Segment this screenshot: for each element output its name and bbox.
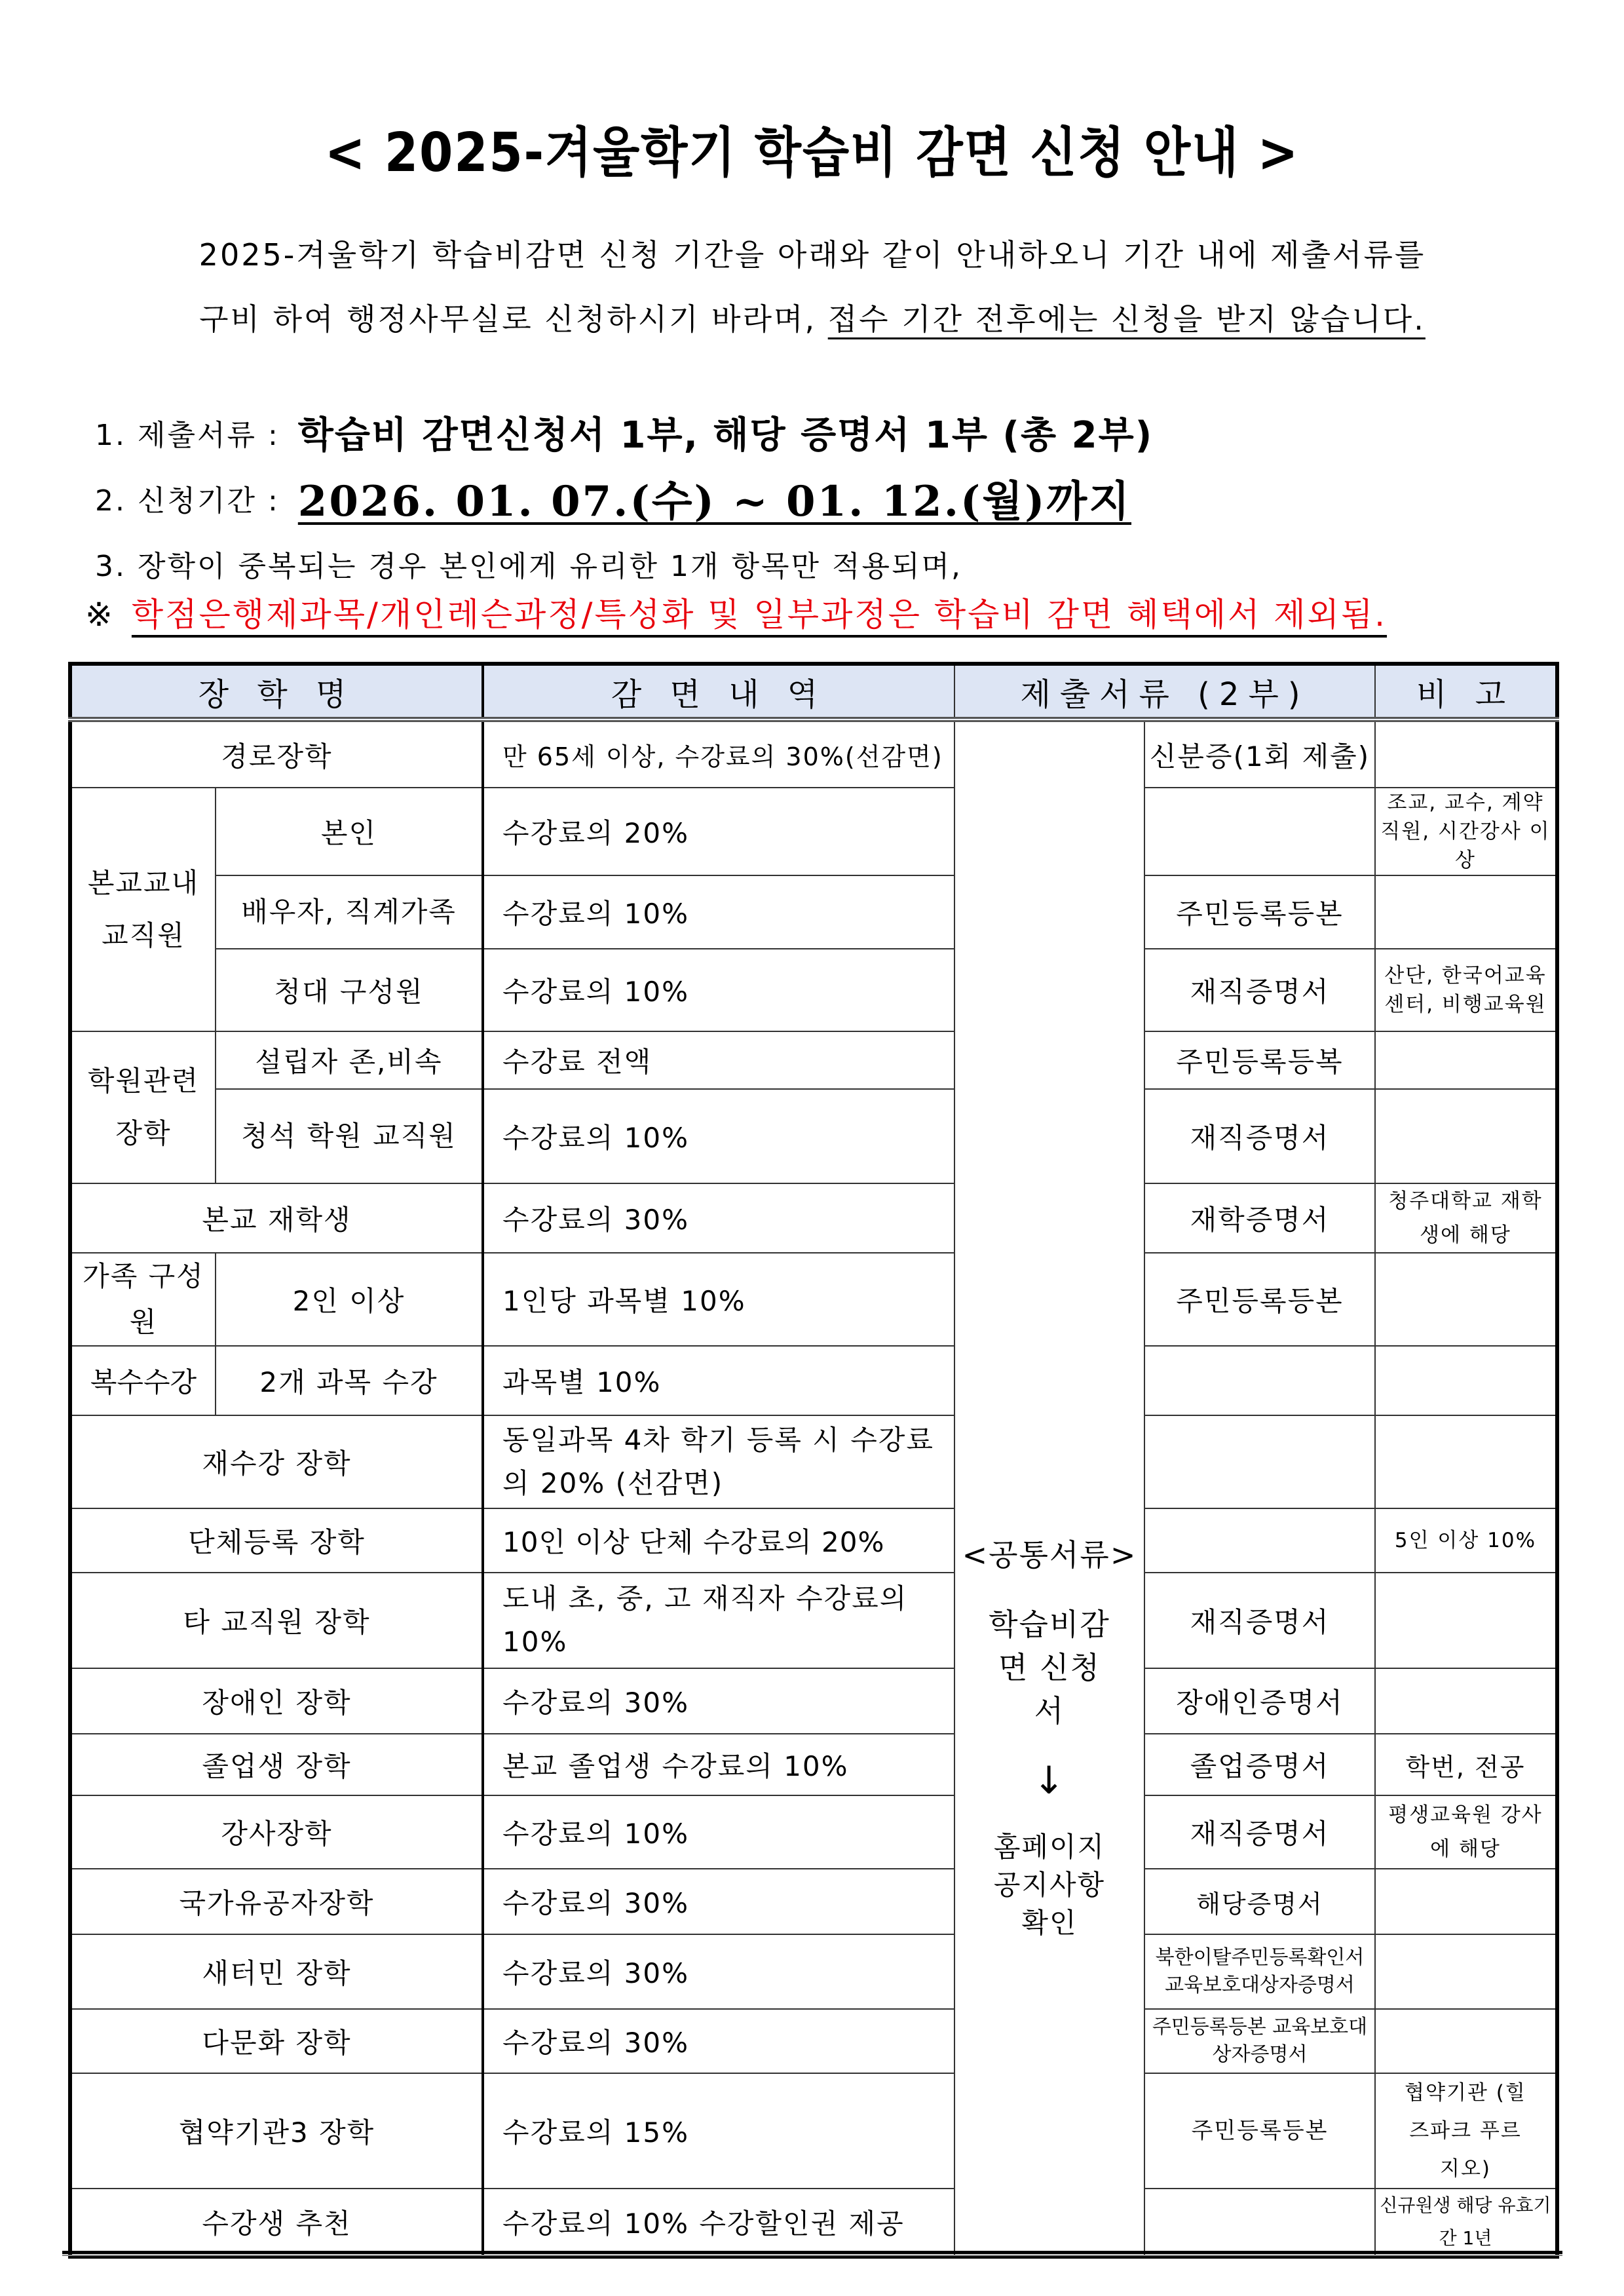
discount-detail: 수강료의 30% — [483, 1183, 954, 1253]
required-document — [1144, 2189, 1375, 2257]
warning-text: 학점은행제과목/개인레슨과정/특성화 및 일부과정은 학습비 감면 혜택에서 제외됨. — [131, 596, 1388, 634]
arrow-down-icon: ↓ — [1032, 1757, 1067, 1803]
scholarship-name: 청석 학원 교직원 — [216, 1089, 483, 1183]
common-docs-label: <공통서류> — [962, 1537, 1137, 1573]
table-row — [70, 1183, 1557, 1253]
discount-detail: 수강료의 30% — [483, 1869, 954, 1934]
table-row — [70, 1734, 1557, 1795]
required-document: 주민등록등본 — [1144, 2073, 1375, 2189]
note — [1375, 1573, 1557, 1668]
table-row — [70, 1869, 1557, 1934]
common-docs-note: 홈페이지 공지사항 확인 — [993, 1830, 1106, 1939]
required-document — [1144, 1346, 1375, 1415]
header-notes: 비 고 — [1375, 664, 1557, 719]
table-row — [70, 1346, 1557, 1415]
info-list — [95, 400, 1602, 596]
info-label: 3. 장학이 중복되는 경우 본인에게 유리한 1개 항목만 적용되며, — [95, 550, 962, 583]
intro-line-2-plain: 구비 하여 행정사무실로 신청하시기 바라며, — [199, 301, 828, 337]
page-title: < 2025-겨울학기 학습비 감면 신청 안내 > — [324, 122, 1300, 184]
note — [1375, 1934, 1557, 2009]
table-row — [70, 875, 1557, 949]
note — [1375, 2009, 1557, 2073]
table-row — [70, 1668, 1557, 1734]
table-row — [70, 1031, 1557, 1089]
required-document: 주민등록등본 — [1144, 1253, 1375, 1346]
discount-detail: 수강료의 10% 수강할인권 제공 — [483, 2189, 954, 2257]
table-row — [70, 1795, 1557, 1869]
scholarship-name: 경로장학 — [70, 719, 483, 788]
discount-detail: 과목별 10% — [483, 1346, 954, 1415]
table-row — [70, 1934, 1557, 2009]
discount-detail: 수강료의 15% — [483, 2073, 954, 2189]
required-document: 주민등록등본 — [1144, 875, 1375, 949]
discount-detail: 수강료의 30% — [483, 1934, 954, 2009]
required-document: 재직증명서 — [1144, 949, 1375, 1031]
scholarship-name: 다문화 장학 — [70, 2009, 483, 2073]
table-header-row — [70, 664, 1557, 719]
required-document: 졸업증명서 — [1144, 1734, 1375, 1795]
exclusion-warning — [85, 588, 1387, 636]
required-document: 재학증명서 — [1144, 1183, 1375, 1253]
note — [1375, 875, 1557, 949]
scholarship-group: 학원관련 장학 — [70, 1031, 216, 1183]
scholarship-name: 재수강 장학 — [70, 1415, 483, 1508]
table-row — [70, 788, 1557, 875]
required-document: 주민등록등복 — [1144, 1031, 1375, 1089]
note — [1375, 1668, 1557, 1734]
discount-detail: 동일과목 4차 학기 등록 시 수강료의 20% (선감면) — [483, 1415, 954, 1508]
scholarship-name: 협약기관3 장학 — [70, 2073, 483, 2189]
table-row — [70, 2009, 1557, 2073]
common-docs-form: 학습비감면 신청서 — [989, 1606, 1110, 1729]
scholarship-name: 본교 재학생 — [70, 1183, 483, 1253]
reference-mark-icon: ※ — [85, 596, 115, 634]
scholarship-table — [68, 662, 1559, 2259]
info-value-date: 2026. 01. 07.(수) ~ 01. 12.(월)까지 — [297, 477, 1132, 526]
note: 신규원생 해당 유효기간 1년 — [1375, 2189, 1557, 2257]
required-document: 해당증명서 — [1144, 1869, 1375, 1934]
info-item-period — [95, 465, 1602, 531]
note: 5인 이상 10% — [1375, 1508, 1557, 1573]
note: 청주대학교 재학생에 해당 — [1375, 1183, 1557, 1253]
note — [1375, 1031, 1557, 1089]
discount-detail: 본교 졸업생 수강료의 10% — [483, 1734, 954, 1795]
table-row — [70, 719, 1557, 788]
note — [1375, 1346, 1557, 1415]
intro-line-1: 2025-겨울학기 학습비감면 신청 기간을 아래와 같이 안내하오니 기간 내에 제출서류를 — [198, 237, 1426, 273]
discount-detail: 수강료의 10% — [483, 1795, 954, 1869]
scholarship-group: 복수수강 — [70, 1346, 216, 1415]
required-document — [1144, 788, 1375, 875]
header-scholarship-name: 장 학 명 — [70, 664, 483, 719]
discount-detail: 수강료의 10% — [483, 949, 954, 1031]
note — [1375, 1253, 1557, 1346]
required-document: 주민등록등본 교육보호대상자증명서 — [1144, 2009, 1375, 2073]
discount-detail: 수강료 전액 — [483, 1031, 954, 1089]
note: 조교, 교수, 계약직원, 시간강사 이상 — [1375, 788, 1557, 875]
discount-detail: 수강료의 20% — [483, 788, 954, 875]
table-row — [70, 1253, 1557, 1346]
table-row — [70, 949, 1557, 1031]
note: 학번, 전공 — [1375, 1734, 1557, 1795]
discount-detail: 수강료의 30% — [483, 1668, 954, 1734]
table-row — [70, 1573, 1557, 1668]
note: 협약기관 (힐즈파크 푸르지오) — [1375, 2073, 1557, 2189]
scholarship-group: 가족 구성원 — [70, 1253, 216, 1346]
intro-line-2 — [79, 287, 1546, 351]
table-row — [70, 2073, 1557, 2189]
scholarship-name: 2개 과목 수강 — [216, 1346, 483, 1415]
discount-detail: 만 65세 이상, 수강료의 30%(선감면) — [483, 719, 954, 788]
discount-detail: 10인 이상 단체 수강료의 20% — [483, 1508, 954, 1573]
footer-divider-shadow — [62, 2255, 1562, 2256]
note — [1375, 1869, 1557, 1934]
required-document — [1144, 1508, 1375, 1573]
required-document: 재직증명서 — [1144, 1573, 1375, 1668]
discount-detail: 수강료의 10% — [483, 875, 954, 949]
info-label: 1. 제출서류 : — [95, 419, 280, 452]
scholarship-name: 설립자 존,비속 — [216, 1031, 483, 1089]
scholarship-name: 국가유공자장학 — [70, 1869, 483, 1934]
required-document: 북한이탈주민등록확인서 교육보호대상자증명서 — [1144, 1934, 1375, 2009]
required-document: 재직증명서 — [1144, 1089, 1375, 1183]
info-label: 2. 신청기간 : — [95, 484, 280, 518]
table-row — [70, 1089, 1557, 1183]
discount-detail: 도내 초, 중, 고 재직자 수강료의 10% — [483, 1573, 954, 1668]
note: 산단, 한국어교육센터, 비행교육원 — [1375, 949, 1557, 1031]
header-discount-detail: 감 면 내 역 — [483, 664, 954, 719]
scholarship-group: 본교교내 교직원 — [70, 788, 216, 1031]
note — [1375, 1415, 1557, 1508]
scholarship-name: 강사장학 — [70, 1795, 483, 1869]
scholarship-name: 배우자, 직계가족 — [216, 875, 483, 949]
info-item-documents — [95, 400, 1602, 465]
intro-paragraph — [79, 223, 1546, 351]
scholarship-name: 졸업생 장학 — [70, 1734, 483, 1795]
required-document — [1144, 1415, 1375, 1508]
required-document: 신분증(1회 제출) — [1144, 719, 1375, 788]
scholarship-name: 수강생 추천 — [70, 2189, 483, 2257]
header-documents: 제출서류 (2부) — [954, 664, 1375, 719]
required-document: 장애인증명서 — [1144, 1668, 1375, 1734]
scholarship-name: 2인 이상 — [216, 1253, 483, 1346]
discount-detail: 수강료의 10% — [483, 1089, 954, 1183]
scholarship-name: 청대 구성원 — [216, 949, 483, 1031]
table-row — [70, 1415, 1557, 1508]
info-value: 학습비 감면신청서 1부, 해당 증명서 1부 (총 2부) — [297, 414, 1154, 457]
footer-divider — [62, 2251, 1562, 2254]
scholarship-name: 새터민 장학 — [70, 1934, 483, 2009]
scholarship-name: 타 교직원 장학 — [70, 1573, 483, 1668]
note — [1375, 719, 1557, 788]
info-item-duplicate-rule — [95, 531, 1602, 596]
intro-line-2-underlined: 접수 기간 전후에는 신청을 받지 않습니다. — [827, 301, 1426, 337]
discount-detail: 수강료의 30% — [483, 2009, 954, 2073]
scholarship-name: 단체등록 장학 — [70, 1508, 483, 1573]
common-documents-cell — [954, 719, 1144, 2257]
table-row — [70, 2189, 1557, 2257]
discount-detail: 1인당 과목별 10% — [483, 1253, 954, 1346]
scholarship-name: 장애인 장학 — [70, 1668, 483, 1734]
required-document: 재직증명서 — [1144, 1795, 1375, 1869]
table-row — [70, 1508, 1557, 1573]
scholarship-name: 본인 — [216, 788, 483, 875]
note — [1375, 1089, 1557, 1183]
note: 평생교육원 강사에 해당 — [1375, 1795, 1557, 1869]
